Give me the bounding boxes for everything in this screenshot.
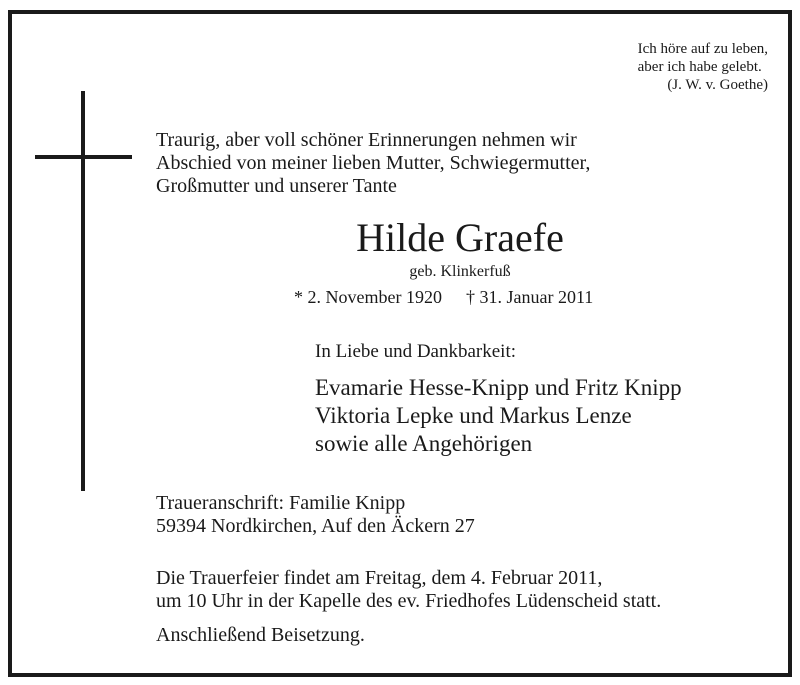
- address-line-2: 59394 Nordkirchen, Auf den Äckern 27: [156, 515, 475, 537]
- cross-icon-vertical-bar: [81, 91, 85, 491]
- quote-line-2: aber ich habe gelebt.: [637, 59, 762, 75]
- address-line-1: Traueranschrift: Familie Knipp: [156, 492, 406, 514]
- burial-note: Anschließend Beisetzung.: [156, 624, 365, 646]
- mourning-address: [156, 492, 475, 538]
- deceased-name: Hilde Graefe: [356, 215, 564, 260]
- dedication-line: In Liebe und Dankbarkeit:: [315, 341, 517, 362]
- ceremony-line-2: um 10 Uhr in der Kapelle des ev. Friedhofes Lüdenscheid statt.: [156, 590, 662, 612]
- mourner-line: sowie alle Angehörigen: [315, 431, 533, 456]
- quote-line-1: Ich höre auf zu leben,: [637, 41, 768, 57]
- mourner-line: Evamarie Hesse-Knipp und Fritz Knipp: [315, 375, 682, 400]
- mourner-line: Viktoria Lepke und Markus Lenze: [315, 403, 632, 428]
- birth-date: * 2. November 1920: [294, 287, 442, 307]
- intro-line-3: Großmutter und unserer Tante: [156, 175, 397, 197]
- mourners-list: [315, 374, 682, 458]
- intro-text: [156, 129, 590, 198]
- quote-author: (J. W. v. Goethe): [667, 77, 768, 93]
- death-date: † 31. Januar 2011: [465, 287, 594, 307]
- maiden-name: geb. Klinkerfuß: [409, 263, 511, 280]
- ceremony-info: [156, 567, 661, 613]
- life-dates: [294, 286, 593, 308]
- intro-line-2: Abschied von meiner lieben Mutter, Schwiegermutter,: [156, 152, 591, 174]
- goethe-quote: [638, 40, 768, 94]
- cross-icon-horizontal-bar: [35, 155, 132, 159]
- ceremony-line-1: Die Trauerfeier findet am Freitag, dem 4. Februar 2011,: [156, 567, 603, 589]
- intro-line-1: Traurig, aber voll schöner Erinnerungen nehmen wir: [156, 129, 577, 151]
